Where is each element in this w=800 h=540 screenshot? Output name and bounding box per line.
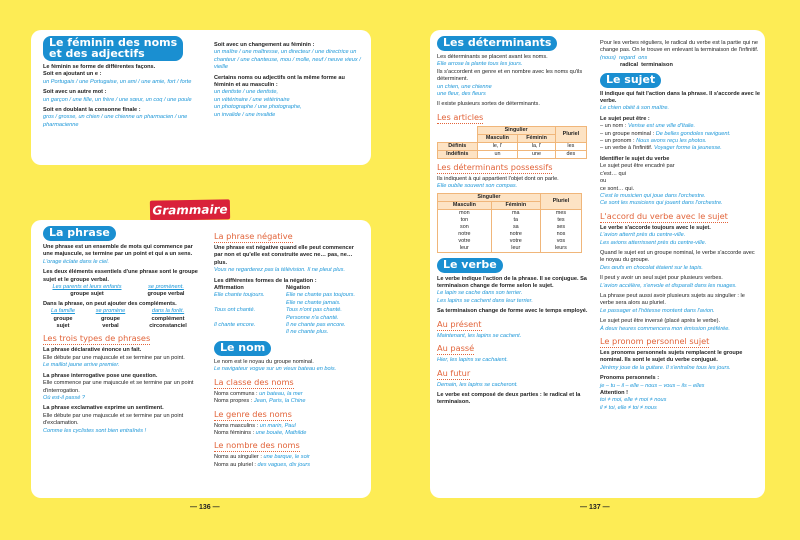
phrase-col: La phrase Une phrase est un ensemble de mots qui commence par une majuscule, se termine par un point et qui a un sens. L'orage éclate dans le ciel. Les deux éléments essentiels d'une phrase sont le groupe sujet et le groupe verbal. Les parents et leurs enfants groupe sujet se promènent. groupe verbal Dans la phrase, on peut ajouter des compléments. La famille groupe sujet se promène groupe verbal dans la forêt. complément circonstanciel Les trois types de phrases La phrase déclarative énonce un fait. Elle débute par une majuscule et se termine par un point. Le maillot jaune arrive premier. La phrase interrogative pose une question. Elle commence par une majuscule et se termine par un point d'interrogation. Où est-il passé ? La phrase exclamative exprime un sentiment. Elle débute par une majuscule et se termine par un point d'exclamation. Comme les cyclistes sont bien entraînés ! [43, 226, 203, 435]
possessif-cell: ma [512, 209, 520, 216]
articles-table: Singulier Pluriel Masculin Féminin Définis le, l' la, l' les Indéfinis un une des [437, 126, 587, 159]
negative-title: La phrase négative [214, 231, 293, 241]
possessif-cell: notre [509, 230, 522, 237]
possessif-cell: leur [511, 244, 521, 251]
possessif-cell: tes [557, 216, 565, 223]
sujet-title: Le sujet [600, 73, 661, 88]
phrase-title: La phrase [43, 226, 116, 241]
possessif-cell: son [460, 223, 469, 230]
possessifs-table: Singulier Pluriel Masculin Féminin mon ton son notre votre leur ma ta sa notre votre leur mes tes ses nos vos leurs [437, 193, 582, 253]
complements-example: La famille groupe sujet se promène groupe verbal dans la forêt. complément circonstanciel [51, 308, 187, 330]
possessif-cell: ses [556, 223, 566, 230]
possessif-cell: votre [509, 237, 522, 244]
verbe-title: Le verbe [437, 258, 503, 273]
possessif-cell: leurs [555, 244, 567, 251]
feminin-intro: Le féminin se forme de différentes façons. [43, 64, 156, 70]
page-number-left: — 136 — [190, 504, 220, 511]
possessif-cell: mon [459, 209, 470, 216]
types-title: Les trois types de phrases [43, 333, 151, 344]
possessif-cell: nos [556, 230, 566, 237]
negative-nom-col: La phrase négative Une phrase est négative quand elle peut commencer par non et qu'elle est construite avec ne… pas, ne… plus. Vous ne regarderez pas la télévision. Il ne pleut plus. Les différentes formes de la négation : Affirmation Elle chante toujours. Tous ont chanté. Il chante encore. Négation Elle ne chante pas toujours. Elle ne chante jamais. Tous n'ont pas chanté. Personne n'a chanté. Il ne chante pas encore. Il ne chante plus. Le nom Le nom est le noyau du groupe nominal. Le navigateur vogue sur un vieux bateau en bois. La classe des noms Noms communs : un bateau, la mer Noms propres : Jean, Paris, la Chine Le genre des noms Noms masculins : un marin, Paul Noms féminins : une bouée, Mathilde Le nombre des noms Noms au singulier : une barque, le soir Noms au pluriel : des vagues, dix jours [214, 228, 364, 469]
possessif-cell: notre [458, 230, 471, 237]
feminin-col1: Le féminin des noms et des adjectifs Le féminin se forme de différentes façons. Soit en ajoutant un e : un Portugais / une Portugaise, un ami / une amie, fort / forte Soit avec un autre mot : un garçon / une fille, un frère / une sœur, un coq / une poule Soit en doublant la consonne finale : gros / grosse, un chien / une chienne un pharmacien / une pharmacienne [43, 36, 203, 132]
possessif-cell: mes [555, 209, 567, 216]
possessif-cell: ta [513, 216, 519, 223]
negation-table: Affirmation Elle chante toujours. Tous ont chanté. Il chante encore. Négation Elle ne chante pas toujours. Elle ne chante jamais. Tous n'ont pas chanté. Personne n'a chanté. Il ne chante pas encore. Il ne chante plus. [214, 285, 356, 336]
feminin-col2: Soit avec un changement au féminin : un maître / une maîtresse, un directeur / une directrice un chanteur / une chanteuse, mou / molle, neuf / neuve vieux / vieille Certains noms ou adjectifs ont la même forme au féminin et au masculin : un dentiste / une dentiste, un vétérinaire / une vétérinaire un photographe / une photographe, un invalide / une invalide [214, 42, 361, 118]
nom-title: Le nom [214, 341, 271, 356]
possessif-cell: vos [556, 237, 566, 244]
possessif-cell: ton [460, 216, 469, 223]
possessif-cell: votre [458, 237, 471, 244]
determinants-title: Les déterminants [437, 36, 557, 51]
elements-example: Les parents et leurs enfants groupe sujet se promènent. groupe verbal [52, 284, 185, 298]
grammaire-banner: Grammaire [150, 199, 230, 220]
feminin-title: Le féminin des noms et des adjectifs [43, 36, 183, 61]
sujet-col: Pour les verbes réguliers, le radical du verbe est la partie qui ne change pas. On le trouve en enlevant la terminaison de l'infinitif. (nous) regard ons radical terminaison Le sujet Il indique qui fait l'action dans la phrase. Il s'accorde avec le verbe. Le chien obéit à son maître. Le sujet peut être : – un nom : Venise est une ville d'Italie. – un groupe nominal : De belles gondoles naviguent. – un pronom : Nous avons reçu les photos. – un verbe à l'infinitif. Voyager forme la jeunesse. Identifier le sujet du verbe Le sujet peut être encadré par c'est… qui ou ce sont… qui. C'est le musicien qui joue dans l'orchestre. Ce sont les musiciens qui jouent dans l'orchestre. L'accord du verbe avec le sujet Le verbe s'accorde toujours avec le sujet. L'avion atterrit près du centre-ville. Les avions atterrissent près du centre-ville. Quand le sujet est un groupe nominal, le verbe s'accorde avec le noyau du groupe. Des œufs en chocolat étaient sur le tapis. Il peut y avoir un seul sujet pour plusieurs verbes. L'avion accélère, s'envole et disparaît dans les nuages. La phrase peut aussi avoir plusieurs sujets au singulier : le verbe sera alors au pluriel. Le passager et l'hôtesse montent dans l'avion. Le sujet peut être inversé (placé après le verbe). À deux heures commencera mon émission préférée. Le pronom personnel sujet Les pronoms personnels sujets remplacent le groupe nominal. Ils sont le sujet du verbe conjugué. Jérémy joue de la guitare. Il s'entraîne tous les jours. Pronoms personnels : je – tu – il – elle – nous – vous – ils – elles Attention ! toi ≠ moi, elle ≠ moi ≠ nous il ≠ toi, elle ≠ toi ≠ nous [600, 40, 760, 411]
page-number-right: — 137 — [580, 504, 610, 511]
possessif-cell: sa [512, 223, 519, 230]
determinants-col: Les déterminants Les déterminants se placent avant les noms. Elle arrose la plante tous les jours. Ils s'accordent en genre et en nombre avec les noms qu'ils déterminent. un chien, une chienne une fleur, des fleurs Il existe plusieurs sortes de déterminants. Les articles Singulier Pluriel Masculin Féminin Définis le, l' la, l' les Indéfinis un une des Les déterminants possessifs Ils indiquent à qui appartient l'objet dont on parle. Elle oublie souvent son compas. Singulier Pluriel Masculin Féminin mon ton son notre votre leur ma ta sa notre votre leur mes tes ses nos vos leurs Le verbe Le verbe indique l'action de la phrase. Il se conjugue. Sa terminaison change de forme selon le sujet. Le lapin se cache dans son terrier. Les lapins se cachent dans leur terrier. Sa terminaison change de forme avec le temps employé. Au présent Maintenant, les lapins se cachent. Au passé Hier, les lapins se cachaient. Au futur Demain, les lapins se cacheront. Le verbe est composé de deux parties : le radical et la terminaison. [437, 36, 588, 406]
possessif-cell: leur [459, 244, 469, 251]
